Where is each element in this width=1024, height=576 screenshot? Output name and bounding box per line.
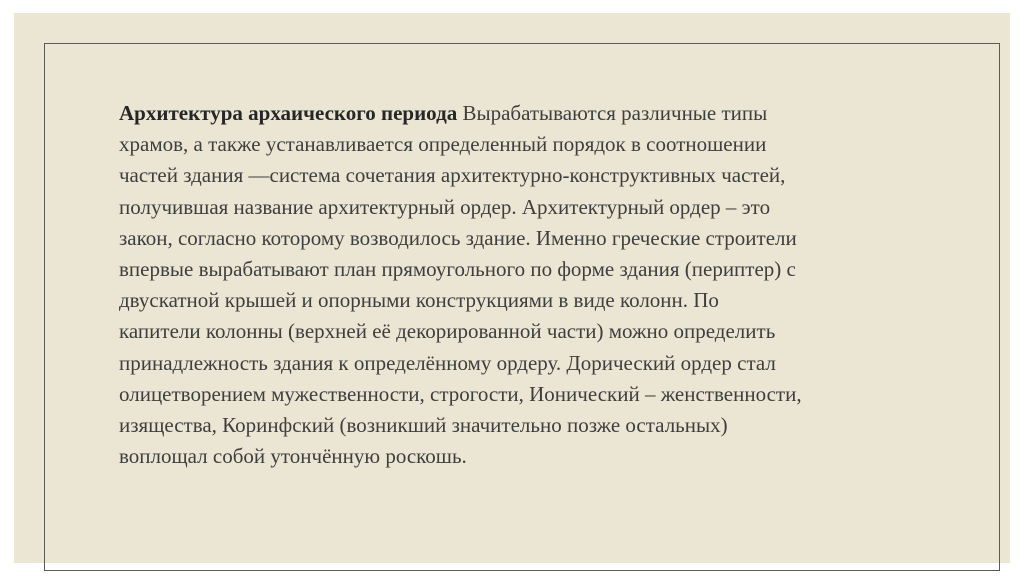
text-line: воплощал собой утончённую роскошь. [119,444,467,469]
text-line: капители колонны (верхней её декорированной части) можно определить [119,319,776,344]
text-line: принадлежность здания к определённому ордеру. Дорический ордер стал [119,350,776,375]
text-line: получившая название архитектурный ордер. Архитектурный ордер – это [119,194,771,219]
slide-heading: Архитектура архаического периода [119,101,458,125]
text-line: частей здания —система сочетания архитектурно-конструктивных частей, [119,163,786,188]
slide-body-text [119,98,919,472]
text-line: храмов, а также устанавливается определенный порядок в соотношении [119,132,767,157]
text-line: закон, согласно которому возводилось здание. Именно греческие строители [119,225,797,250]
text-line: Вырабатываются различные типы [462,101,768,125]
text-line: впервые вырабатывают план прямоугольного по форме здания (периптер) с [119,257,796,282]
text-line: изящества, Коринфский (возникший значительно позже остальных) [119,413,728,438]
text-line: двускатной крышей и опорными конструкциями в виде колонн. По [119,288,719,313]
text-line: олицетворением мужественности, строгости, Ионический – женственности, [119,381,802,406]
